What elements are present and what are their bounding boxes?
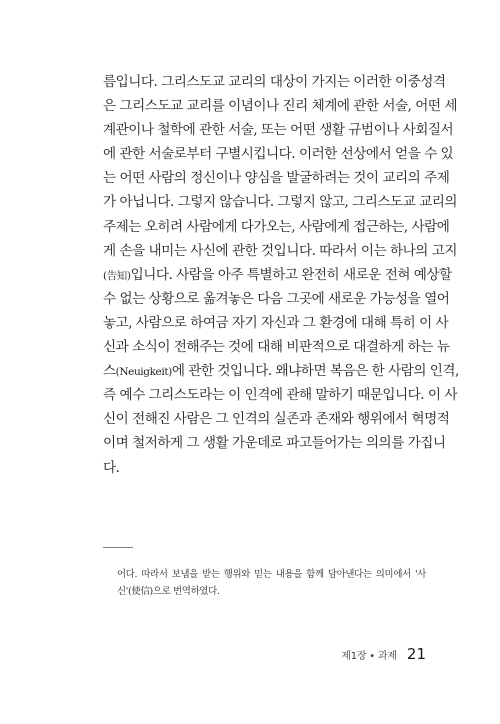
body-line: 게 손을 내미는 사신에 관한 것입니다. 따라서 이는 하나의 고지: [103, 242, 457, 259]
body-line: 름입니다. 그리스도교 교리의 대상이 가지는 이러한 이중성격: [103, 74, 446, 90]
body-line: 는 어떤 사람의 정신이나 양심을 발굴하려는 것이 교리의 주제: [103, 170, 450, 187]
body-line: 가 아닙니다. 그렇지 않습니다. 그렇지 않고, 그리스도교 교리의: [103, 194, 457, 211]
footnote-divider: [103, 547, 133, 548]
footnote: [117, 566, 426, 600]
page-number: 21: [406, 645, 426, 663]
body-line-text: 에 관한 것입니다. 왜냐하면 복음은 한 사람의 인격,: [171, 363, 459, 380]
body-text: [103, 70, 459, 480]
body-line: 주제는 오히려 사람에게 다가오는, 사람에게 접근하는, 사람에: [103, 218, 450, 235]
body-line-text: 스: [103, 363, 116, 380]
body-line: 계관이나 철학에 관한 서술, 또는 어떤 생활 규범이나 사회질서: [103, 122, 454, 139]
body-line-text: 입니다. 사람을 아주 특별하고 완전히 새로운 전혀 예상할: [130, 266, 452, 283]
body-line: 즉 예수 그리스도라는 이 인격에 관해 말하기 때문입니다. 이 사: [103, 387, 457, 404]
body-line: [103, 359, 459, 383]
body-line: [103, 263, 452, 287]
body-line: 이며 철저하게 그 생활 가운데로 파고들어가는 의의를 가집니: [103, 435, 446, 452]
chapter-label: 제1장 • 과제: [341, 651, 397, 662]
body-line: 수 없는 상황으로 옮겨놓은 다음 그곳에 새로운 가능성을 열어: [103, 290, 450, 307]
german-annotation: (Neuigkeit): [115, 366, 172, 379]
hanja-annotation: (告知): [103, 269, 131, 282]
running-footer: [341, 645, 426, 663]
body-line: 놓고, 사람으로 하여금 자기 자신과 그 환경에 대해 특히 이 사: [103, 314, 449, 331]
body-line: 신과 소식이 전해주는 것에 대해 비판적으로 대결하게 하는 뉴: [103, 339, 450, 356]
body-line: 에 관한 서술로부터 구별시킵니다. 이러한 선상에서 얻을 수 있: [103, 146, 454, 163]
footnote-line: 신'(使信)으로 번역하였다.: [117, 586, 220, 597]
footnote-line: 어다. 따라서 보냄을 받는 행위와 믿는 내용을 함께 담아낸다는 의미에서 '사: [117, 569, 426, 580]
body-line: 은 그리스도교 교리를 이념이나 진리 체계에 관한 서술, 어떤 세: [103, 98, 457, 115]
body-line: 신이 전해진 사람은 그 인격의 실존과 존재와 행위에서 혁명적: [103, 411, 450, 428]
body-line: 다.: [103, 459, 120, 476]
